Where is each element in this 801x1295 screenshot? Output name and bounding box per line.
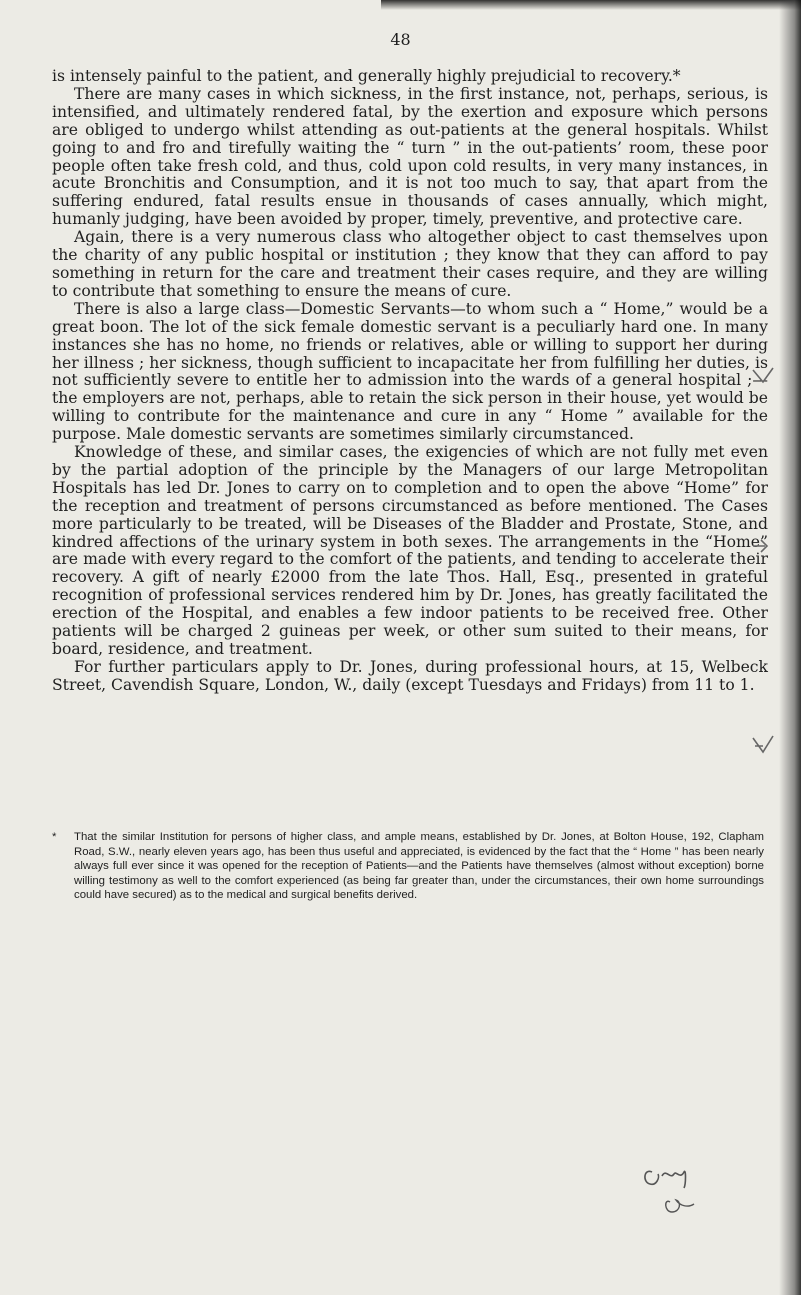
footnote-paragraph	[52, 830, 764, 903]
paragraph-further-particulars: For further particulars apply to Dr. Jones, during professional hours, at 15, Welbeck Street, Cavendish Square, London, W., daily (except Tuesdays and Fridays) from 11 to 1.	[52, 657, 768, 694]
paragraph-out-patients: There are many cases in which sickness, in the first instance, not, perhaps, serious, is intensified, and ultimately rendered fatal, by the exertion and exposure which persons are obliged to undergo whilst attending as out-patients at the general hospitals. Whilst going to and fro and tirefully waiting the “ turn ” in the out-patients’ room, these poor people often take fresh cold, and thus, cold upon cold results, in very many instances, in acute Bronchitis and Consumption, and it is not too much to say, that apart from the suffering endured, fatal results ensue in thousands of cases annually, which might, humanly judging, have been avoided by proper, timely, preventive, and protective care.	[52, 84, 768, 229]
page-edge-shadow-right	[779, 0, 801, 1295]
body-text	[52, 68, 768, 695]
footnote	[52, 830, 764, 903]
footnote-mark: *	[52, 831, 57, 843]
paragraph-home-description: Knowledge of these, and similar cases, the exigencies of which are not fully met even by the partial adoption of the principle by the Managers of our large Metropolitan Hospitals has led Dr. Jones to carry on to completion and to open the above “Home” for the reception and treatment of persons circumstanced as before mentioned. The Cases more particularly to be treated, will be Diseases of the Bladder and Prostate, Stone, and kindred affections of the urinary system in both sexes. The arrangements in the “Home” are made with every regard to the comfort of the patients, and tending to accelerate their recovery. A gift of nearly £2000 from the late Thos. Hall, Esq., presented in grateful recognition of professional services rendered him by Dr. Jones, has greatly facilitated the erection of the Hospital, and enables a few indoor patients to be received free. Other patients will be charged 2 guineas per week, or other sum suited to their means, for board, residence, and treatment.	[52, 443, 768, 658]
paragraph-domestic-servants: There is also a large class—Domestic Servants—to whom such a “ Home,” would be a great boon. The lot of the sick female domestic servant is a peculiarly hard one. In many instances she has no home, no friends or relatives, able or willing to support her during her illness ; her sickness, though sufficient to incapacitate her from fulfilling her duties, is not sufficiently severe to entitle her to admission into the wards of a general hospital ;—the employers are not, perhaps, able to retain the sick person in their house, yet would be willing to contribute for the maintenance and cure in any “ Home ” available for the purpose. Male domestic servants are sometimes similarly circumstanced.	[52, 299, 768, 444]
margin-tick-1	[751, 366, 775, 386]
handwritten-signature	[640, 1158, 710, 1218]
footnote-text: That the similar Institution for persons of higher class, and ample means, established by Dr. Jones, at Bolton House, 192, Clapham Road, S.W., nearly eleven years ago, has been thus useful and appreciated, is evidenced by the fact that the “ Home ” has been nearly always full ever since it was opened for the reception of Patients—and the Patients have themselves (almost without exception) borne willing testimony as well to the comfort experienced (as being far greater than, under the circumstances, their own home surroundings could have secured) as to the medical and surgical benefits derived.	[74, 831, 764, 902]
page-number: 48	[390, 30, 411, 49]
margin-tick-3	[751, 732, 775, 758]
paragraph-paying-class: Again, there is a very numerous class who altogether object to cast themselves upon the charity of any public hospital or institution ; they know that they can afford to pay something in return for the care and treatment their cases require, and they are willing to contribute that something to ensure the means of cure.	[52, 228, 768, 300]
page-edge-shadow-top	[381, 0, 801, 10]
margin-tick-2	[751, 534, 777, 556]
paragraph-continued: is intensely painful to the patient, and generally highly prejudicial to recovery.*	[52, 67, 681, 85]
